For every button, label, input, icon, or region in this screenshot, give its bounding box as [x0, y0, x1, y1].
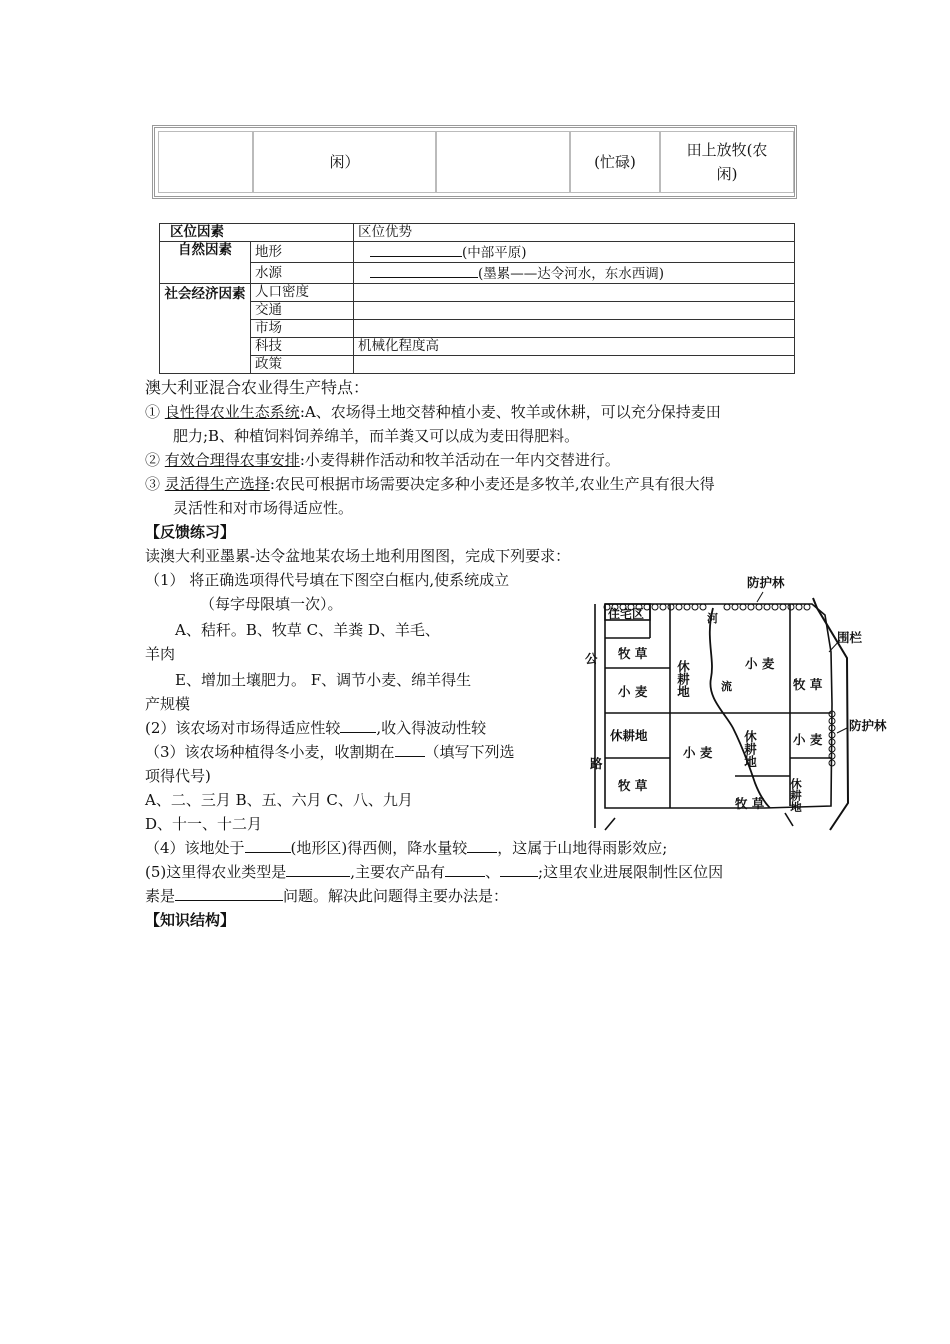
residence-label: 住宅区 [608, 607, 645, 621]
road-label-1: 公 [585, 651, 598, 666]
question-5-cont: 素是 问题。解决此问题得主要办法是： [145, 887, 509, 905]
section-heading: 澳大利亚混合农业得生产特点： [145, 378, 370, 397]
tech-value: 机械化程度高 [354, 338, 795, 356]
top-cell-4-text: (忙碌) [594, 153, 636, 171]
pasture-bottom: 牧 草 [735, 796, 765, 811]
options-1: A、秸秆。B、牧草 C、羊粪 D、羊毛、 [175, 621, 440, 639]
top-table [152, 125, 797, 199]
top-cell-5 [660, 131, 794, 193]
pasture-1: 牧 草 [618, 646, 648, 661]
feedback-heading: 【反馈练习】 [145, 523, 236, 541]
point-1-cont: 肥力;B、种植饲料饲养绵羊，而羊粪又可以成为麦田得肥料。 [173, 427, 580, 445]
market-value [354, 320, 795, 338]
question-1: （1） 将正确选项得代号填在下图空白框内,使系统成立 [145, 571, 510, 589]
pasture-2: 牧 草 [618, 778, 648, 793]
header-factor: 区位因素 [160, 224, 354, 242]
options-1-cont: 羊肉 [145, 645, 176, 663]
location-factors-table [159, 223, 795, 374]
population-label: 人口密度 [251, 284, 354, 302]
question-4: （4）该地处于 (地形区)得西侧，降水量较 ，这属于山地得雨影效应; [145, 839, 668, 857]
wheat-1: 小 麦 [618, 684, 648, 699]
market-label: 市场 [251, 320, 354, 338]
traffic-value [354, 302, 795, 320]
options-2-cont: 产规模 [145, 695, 191, 713]
top-cell-3 [436, 131, 570, 193]
exercise-intro: 读澳大利亚墨累-达令盆地某农场土地利用图图，完成下列要求： [145, 547, 571, 565]
fence-label: 围栏 [837, 630, 863, 645]
wheat-right: 小 麦 [793, 732, 823, 747]
options-3-cont: D、十一、十二月 [145, 815, 263, 833]
tech-label: 科技 [251, 338, 354, 356]
river-label-1: 河 [707, 612, 718, 625]
top-cell-5-text: 田上放牧(农闲) [686, 141, 768, 183]
question-3-cont: 项得代号) [145, 767, 211, 785]
top-cell-4 [570, 131, 660, 193]
question-3: （3）该农场种植得冬小麦，收割期在 （填写下列选 [145, 743, 515, 761]
fallow-1: 休耕地 [610, 728, 648, 743]
header-advantage: 区位优势 [354, 224, 795, 242]
top-cell-2 [253, 131, 436, 193]
terrain-label: 地形 [251, 242, 354, 263]
question-5: (5)这里得农业类型是 ,主要农产品有 、 ;这里农业进展限制性区位因 [145, 863, 724, 881]
fallow-right: 休耕地 [789, 778, 803, 813]
question-2: (2）该农场对市场得适应性较 ,收入得波动性较 [145, 719, 487, 737]
windbreak-right-label: 防护林 [849, 718, 887, 733]
social-factor-label: 社会经济因素 [160, 284, 251, 374]
point-2: ② 有效合理得农事安排:小麦得耕作活动和牧羊活动在一年内交替进行。 [145, 451, 620, 469]
policy-value [354, 356, 795, 374]
water-label: 水源 [251, 263, 354, 284]
river-path [710, 608, 770, 808]
point-3-cont: 灵活性和对市场得适应性。 [173, 499, 354, 517]
question-1-cont: （每字母限填一次）。 [200, 595, 343, 613]
policy-label: 政策 [251, 356, 354, 374]
wheat-mid: 小 麦 [683, 745, 713, 760]
terrain-value: (中部平原) [354, 242, 795, 263]
windbreak-top-label: 防护林 [747, 575, 785, 590]
natural-factor-label: 自然因素 [160, 242, 251, 284]
options-3: A、二、三月 B、五、六月 C、八、九月 [145, 791, 413, 809]
traffic-label: 交通 [251, 302, 354, 320]
population-value [354, 284, 795, 302]
farm-land-use-map [585, 568, 915, 838]
fallow-vertical-2: 休耕地 [742, 730, 758, 768]
pasture-right: 牧 草 [793, 677, 823, 692]
road-label-2: 路 [590, 756, 603, 771]
options-2: E、增加土壤肥力。 F、调节小麦、绵羊得生 [175, 671, 472, 689]
fallow-vertical-1: 休耕地 [675, 660, 691, 698]
structure-heading: 【知识结构】 [145, 911, 236, 929]
top-cell-1 [158, 131, 253, 193]
point-3: ③ 灵活得生产选择:农民可根据市场需要决定多种小麦还是多牧羊,农业生产具有很大得 [145, 475, 715, 493]
water-value: (墨累——达令河水，东水西调) [354, 263, 795, 284]
point-1: ① 良性得农业生态系统:A、农场得土地交替种植小麦、牧羊或休耕，可以充分保持麦田 [145, 403, 721, 421]
river-label-2: 流 [721, 680, 732, 693]
wheat-top: 小 麦 [745, 656, 775, 671]
top-cell-2-text: 闲） [329, 153, 360, 171]
